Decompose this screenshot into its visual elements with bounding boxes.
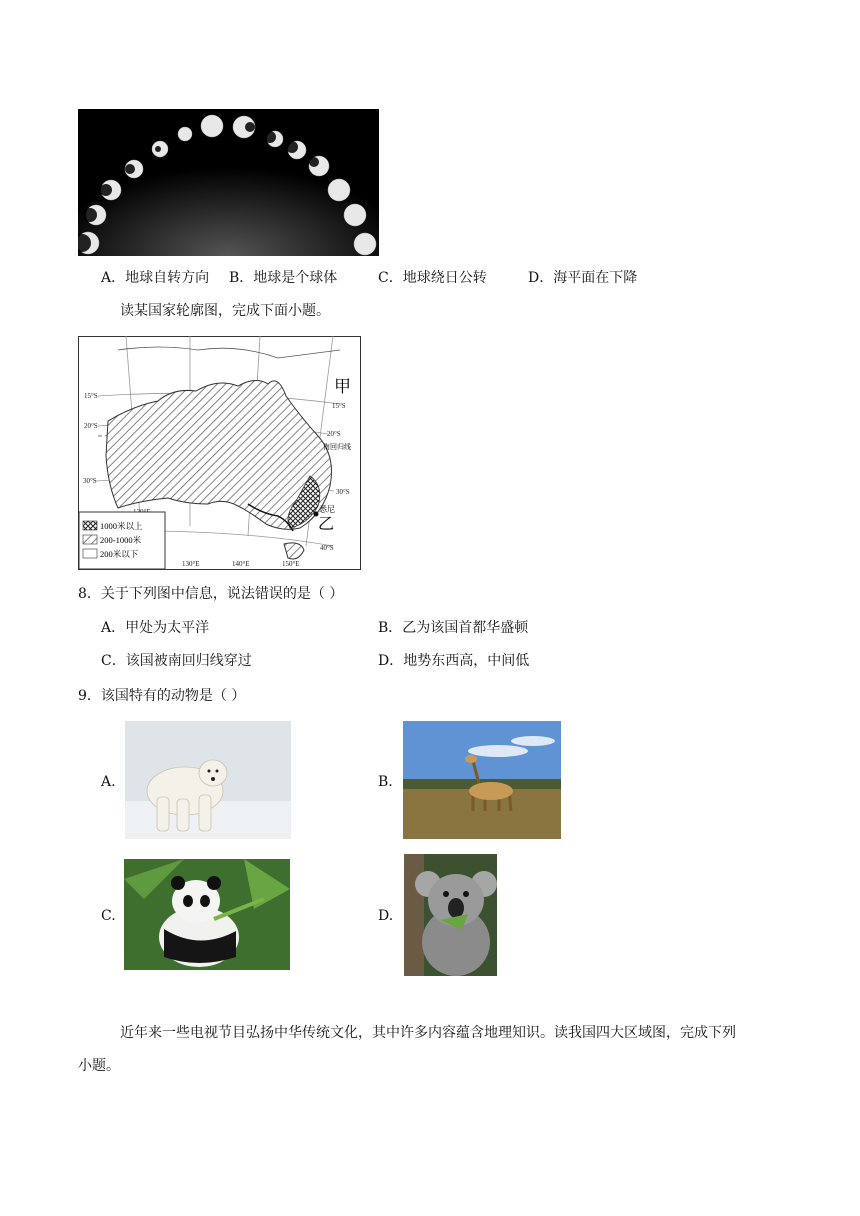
legend-item: 1000米以上 [100,521,143,531]
intro-text: 读某国家轮廓图，完成下面小题。 [120,303,330,319]
q8-stem: 8．关于下列图中信息，说法错误的是（ ） [78,586,344,602]
giraffe-photo [403,721,561,839]
lat-label: 20°S [327,430,341,438]
polar-bear-photo [125,721,291,839]
map-label-yi: 乙 [318,516,335,533]
q7-option-b: B．地球是个球体 [229,270,338,286]
map-label-jia: 甲 [334,377,351,396]
closing-line-2: 小题。 [78,1058,120,1074]
q7-option-a: A．地球自转方向 [101,270,210,286]
q8-option-b: B．乙为该国首都华盛顿 [378,620,529,636]
q8-option-d: D．地势东西高，中间低 [378,653,530,669]
lat-label: 30°S [336,488,350,496]
q9-stem: 9．该国特有的动物是（ ） [78,688,246,704]
australia-outline-map [78,336,361,570]
q8-option-a: A．甲处为太平洋 [101,620,210,636]
panda-photo [124,859,290,970]
lon-label: 140°E [232,560,250,568]
q9-option-d-label: D. [378,908,394,924]
legend-item: 200-1000米 [100,535,142,545]
q9-option-b-label: B. [378,774,393,790]
q9-option-c-label: C. [101,908,116,924]
lon-label: 130°E [182,560,200,568]
map-legend [79,512,165,569]
lat-label: 30°S [83,477,97,485]
lat-label: 15°S [332,402,346,410]
closing-line-1: 近年来一些电视节目弘扬中华传统文化，其中许多内容蕴含地理知识。读我国四大区域图，完成下列 [120,1025,736,1041]
q9-option-a-label: A. [101,774,116,790]
legend-item: 200米以下 [100,549,139,559]
q7-option-c: C．地球绕日公转 [378,270,487,286]
q8-option-c: C．该国被南回归线穿过 [101,653,252,669]
lon-label: 150°E [282,560,300,568]
lat-label: 15°S [84,392,98,400]
lat-label: 20°S [84,422,98,430]
q7-option-d: D．海平面在下降 [528,270,638,286]
map-label-sydney: 悉尼 [319,505,335,514]
koala-photo [404,854,497,976]
moon-phases-photo [78,109,379,256]
lat-label: 40°S [320,544,334,552]
map-label-tropic: 南回归线 [323,443,351,451]
